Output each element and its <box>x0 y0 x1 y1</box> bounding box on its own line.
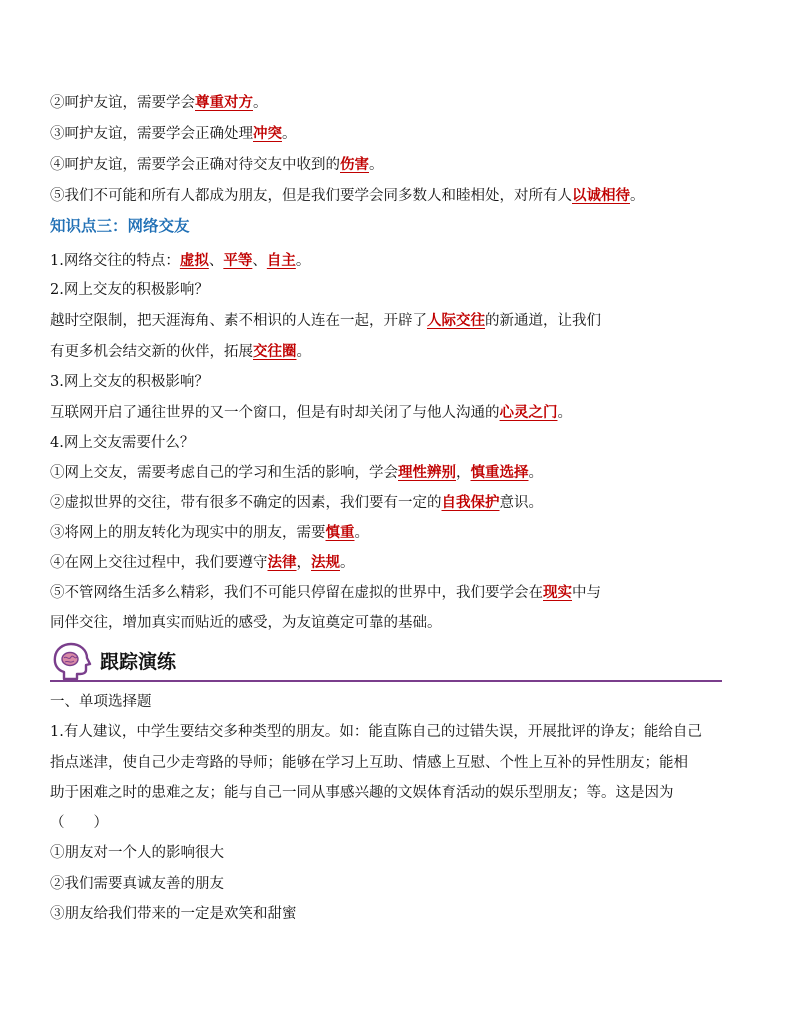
text-line-8: 有更多机会结交新的伙伴，拓展交往圈。 <box>50 343 311 360</box>
brain-head-icon <box>50 641 94 683</box>
keyword: 慎重 <box>325 524 355 541</box>
keyword: 现实 <box>543 584 572 601</box>
keyword: 尊重对方 <box>195 94 253 111</box>
section-title: 跟踪演练 <box>100 651 177 673</box>
keyword: 法律 <box>267 554 297 571</box>
option-3: ③朋友给我们带来的一定是欢笑和甜蜜 <box>50 906 297 922</box>
text-line-10: 互联网开启了通往世界的又一个窗口，但是有时却关闭了与他人沟通的心灵之门。 <box>50 404 572 421</box>
keyword: 自我保护 <box>441 494 500 511</box>
option-2: ②我们需要真诚友善的朋友 <box>50 876 224 892</box>
text-line-1: ②呵护友谊，需要学会尊重对方。 <box>50 94 268 111</box>
text-line-16: ⑤不管网络生活多么精彩，我们不可能只停留在虚拟的世界中，我们要学会在现实中与 <box>50 584 601 601</box>
keyword: 慎重选择 <box>470 464 529 481</box>
text-line-3: ④呵护友谊，需要学会正确对待交友中收到的伤害。 <box>50 156 384 173</box>
keyword: 冲突 <box>253 125 282 142</box>
keyword: 伤害 <box>340 156 369 173</box>
text-line-6: 2.网上交友的积极影响？ <box>50 282 209 298</box>
text-line-11: 4.网上交友需要什么？ <box>50 435 195 451</box>
question-type-heading: 一、单项选择题 <box>50 694 152 710</box>
question-1-line-1: 1.有人建议，中学生要结交多种类型的朋友。如：能直陈自己的过错失误，开展批评的诤友；能给自己 <box>50 724 702 740</box>
question-1-answer-blank: （ ） <box>50 815 108 831</box>
keyword: 法规 <box>311 554 340 571</box>
question-1-line-2: 指点迷津，使自己少走弯路的导师；能够在学习上互助、情感上互慰、个性上互补的异性朋友；能相 <box>50 755 688 771</box>
text-line-2: ③呵护友谊，需要学会正确处理冲突。 <box>50 125 297 142</box>
keyword: 交往圈 <box>253 343 297 360</box>
text-line-9: 3.网上交友的积极影响？ <box>50 374 209 390</box>
question-1-line-3: 助于困难之时的患难之友；能与自己一同从事感兴趣的文娱体育活动的娱乐型朋友；等。这是因为 <box>50 785 674 801</box>
section-heading-knowledge-3: 知识点三：网络交友 <box>50 217 190 235</box>
keyword: 理性辨别 <box>398 464 456 481</box>
keyword: 自主 <box>266 252 296 269</box>
text-line-14: ③将网上的朋友转化为现实中的朋友，需要慎重。 <box>50 524 369 541</box>
text-line-15: ④在网上交往过程中，我们要遵守法律，法规。 <box>50 554 355 571</box>
keyword: 以诚相待 <box>572 187 630 204</box>
keyword: 虚拟 <box>179 252 209 269</box>
keyword: 心灵之门 <box>499 404 558 421</box>
text-line-12: ①网上交友，需要考虑自己的学习和生活的影响，学会理性辨别，慎重选择。 <box>50 464 543 481</box>
text-line-7: 越时空限制，把天涯海角、素不相识的人连在一起，开辟了人际交往的新通道，让我们 <box>50 312 601 329</box>
option-1: ①朋友对一个人的影响很大 <box>50 845 224 861</box>
section-divider <box>50 680 722 682</box>
text-line-17: 同伴交往，增加真实而贴近的感受，为友谊奠定可靠的基础。 <box>50 615 442 631</box>
text-line-5: 1.网络交往的特点：虚拟、平等、自主。 <box>50 252 311 269</box>
keyword: 人际交往 <box>427 312 485 329</box>
text-line-4: ⑤我们不可能和所有人都成为朋友，但是我们要学会同多数人和睦相处，对所有人以诚相待。 <box>50 187 645 204</box>
text-line-13: ②虚拟世界的交往，带有很多不确定的因素，我们要有一定的自我保护意识。 <box>50 494 543 511</box>
keyword: 平等 <box>223 252 253 269</box>
